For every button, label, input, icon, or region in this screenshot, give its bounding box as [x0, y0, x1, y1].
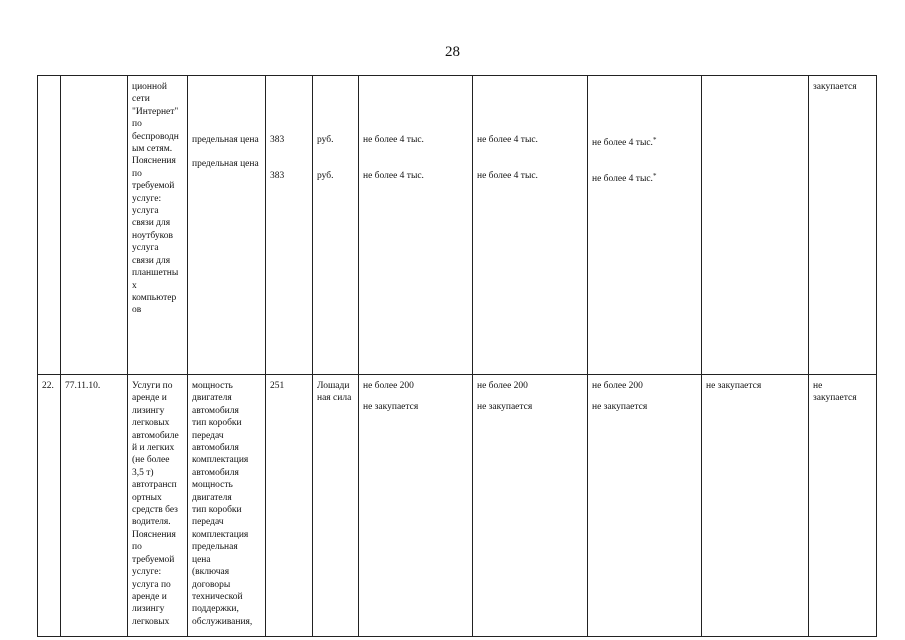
text-line: договоры: [192, 579, 231, 590]
text-line: ционной: [132, 82, 167, 92]
text-line: услуге:: [132, 567, 162, 578]
text-line: требуемой: [132, 554, 175, 565]
text-line: легковых: [132, 418, 170, 429]
text-line: закупается: [813, 393, 857, 404]
characteristic-cell: [188, 375, 266, 637]
value-cell: [809, 375, 877, 637]
value: не более 200: [363, 381, 414, 391]
text-line: ная сила: [317, 393, 352, 404]
text-line: Услуги по: [132, 381, 173, 391]
row-number-cell: 22.: [38, 375, 61, 637]
value-cell: не закупается: [702, 375, 809, 637]
text-line: услуге:: [132, 193, 162, 204]
okpd-code-cell: 77.11.10.: [61, 375, 128, 637]
table-row: [38, 76, 877, 375]
text-line: (включая: [192, 567, 230, 578]
okpd-code-cell: [61, 76, 128, 375]
value-cell: [359, 375, 473, 637]
text-line: автотрансп: [132, 480, 177, 491]
text-line: связи для: [132, 218, 171, 229]
value-cell: закупается: [809, 76, 877, 375]
text-line: комплектация: [192, 529, 249, 540]
okei-code: 383: [270, 171, 285, 181]
text-line: услуга: [132, 206, 159, 217]
text-line: компьютер: [132, 292, 177, 303]
value: не более 4 тыс.: [477, 135, 538, 145]
text-line: передач: [192, 430, 224, 441]
value: не более 200: [592, 381, 643, 391]
text-line: услуга: [132, 243, 159, 254]
text-line: автомобиле: [132, 430, 179, 441]
text-line: цена: [192, 554, 211, 565]
text-line: планшетны: [132, 268, 179, 279]
text-line: ортных: [132, 492, 162, 503]
text-line: автомобиля: [192, 405, 239, 416]
unit-cell: [313, 375, 359, 637]
unit-name: руб.: [317, 135, 334, 145]
table-row: [38, 375, 877, 637]
text-line: легковых: [132, 616, 170, 627]
text-line: Лошади: [317, 381, 350, 391]
value-cell: [359, 76, 473, 375]
text-line: лизингу: [132, 604, 165, 615]
text-line: лизингу: [132, 405, 165, 416]
okei-code-cell: [266, 76, 313, 375]
text-line: по: [132, 542, 142, 553]
text-line: мощность: [192, 480, 233, 491]
value-cell: [588, 76, 702, 375]
text-line: Пояснения: [132, 156, 176, 167]
text-line: комплектация: [192, 455, 249, 466]
text-line: ым сетям.: [132, 144, 173, 155]
value: не более 200: [477, 381, 528, 391]
text-line: двигателя: [192, 393, 232, 404]
value: не более 4 тыс.: [592, 138, 653, 148]
text-line: автомобиля: [192, 443, 239, 454]
text-line: технической: [192, 591, 243, 602]
text-line: предельная: [192, 542, 238, 553]
text-line: водителя.: [132, 517, 171, 528]
page-number: 28: [445, 44, 460, 60]
service-name-cell: [128, 76, 188, 375]
value-cell: [473, 76, 588, 375]
requirements-table: [37, 75, 877, 637]
characteristic-cell: [188, 76, 266, 375]
text-line: двигателя: [192, 492, 232, 503]
text-line: ов: [132, 305, 142, 316]
text-line: "Интернет": [132, 106, 179, 117]
text-line: услуга по: [132, 579, 171, 590]
text-line: средств без: [132, 505, 178, 516]
text-line: тип коробки: [192, 505, 242, 516]
text-line: сети: [132, 94, 150, 105]
row-number-cell: [38, 76, 61, 375]
text-line: аренде и: [132, 393, 167, 404]
text-line: х: [132, 280, 137, 291]
text-line: по: [132, 168, 142, 179]
text-line: связи для: [132, 255, 171, 266]
text-line: мощность: [192, 381, 233, 391]
characteristic-name: предельная цена: [192, 159, 259, 169]
footnote-mark: *: [652, 136, 657, 144]
okei-code-cell: 251: [266, 375, 313, 637]
value-cell: [588, 375, 702, 637]
value: не более 4 тыс.: [363, 135, 424, 145]
value: не закупается: [363, 402, 419, 412]
footnote-mark: *: [652, 172, 657, 180]
value: не более 4 тыс.: [592, 174, 653, 184]
text-line: ноутбуков: [132, 230, 173, 241]
value-cell: [473, 375, 588, 637]
value: не закупается: [477, 402, 533, 412]
text-line: аренде и: [132, 591, 167, 602]
unit-cell: [313, 76, 359, 375]
value: не закупается: [592, 402, 648, 412]
text-line: требуемой: [132, 181, 175, 192]
unit-name: руб.: [317, 171, 334, 181]
text-line: й и легких: [132, 443, 175, 454]
text-line: Пояснения: [132, 529, 176, 540]
text-line: обслуживания,: [192, 616, 253, 627]
okei-code: 383: [270, 135, 285, 145]
text-line: передач: [192, 517, 224, 528]
text-line: по: [132, 119, 142, 130]
value: не более 4 тыс.: [477, 171, 538, 181]
value-cell: [702, 76, 809, 375]
characteristic-name: предельная цена: [192, 135, 259, 145]
text-line: не: [813, 381, 823, 391]
text-line: тип коробки: [192, 418, 242, 429]
text-line: беспроводн: [132, 131, 179, 142]
text-line: поддержки,: [192, 604, 239, 615]
text-line: (не более: [132, 455, 170, 466]
value: не более 4 тыс.: [363, 171, 424, 181]
service-name-cell: [128, 375, 188, 637]
text-line: автомобиля: [192, 467, 239, 478]
text-line: 3,5 т): [132, 467, 154, 478]
